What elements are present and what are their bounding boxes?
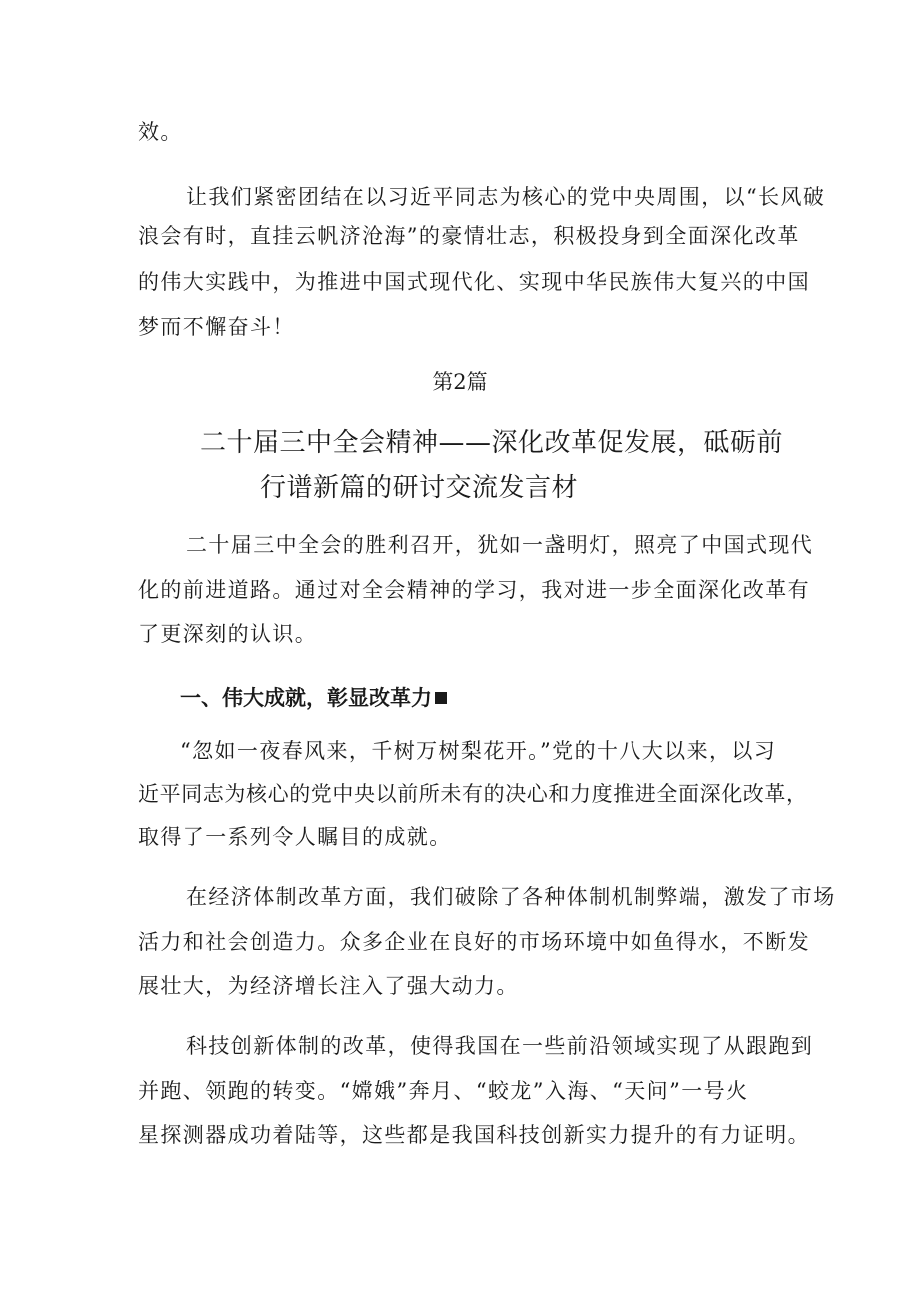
closing-paragraph-line: 浪会有时，直挂云帆济沧海”的豪情壮志，积极投身到全面深化改革 (138, 224, 800, 248)
paragraph-line: 二十届三中全会的胜利召开，犹如一盏明灯，照亮了中国式现代 (186, 533, 814, 557)
section-heading (180, 684, 447, 712)
paragraph-line: 科技创新体制的改革，使得我国在一些前沿领域实现了从跟跑到 (186, 1034, 814, 1058)
paragraph-line: 在经济体制改革方面，我们破除了各种体制机制弊端，激发了市场 (186, 885, 836, 909)
article-label: 第2篇 (432, 370, 488, 394)
article-title-line: 二十届三中全会精神——深化改革促发展，砥砺前 (200, 428, 784, 458)
paragraph-line: “忽如一夜春风来，千树万树梨花开。”党的十八大以来，以习 (180, 739, 777, 763)
closing-paragraph-line: 梦而不懈奋斗！ (138, 315, 295, 339)
square-bullet-icon (435, 692, 447, 704)
paragraph-line: 了更深刻的认识。 (138, 622, 318, 646)
closing-paragraph-line: 的伟大实践中，为推进中国式现代化、实现中华民族伟大复兴的中国 (138, 270, 810, 294)
paragraph-line: 近平同志为核心的党中央以前所未有的决心和力度推进全面深化改革， (138, 782, 808, 806)
paragraph-line: 并跑、领跑的转变。“嫦娥”奔月、“蛟龙”入海、“天问”一号火 (138, 1079, 749, 1103)
intro-tail-line: 效。 (138, 120, 183, 144)
article-title-line: 行谱新篇的研讨交流发言材 (260, 473, 579, 503)
paragraph-line: 化的前进道路。通过对全会精神的学习，我对进一步全面深化改革有 (138, 578, 810, 602)
paragraph-line: 星探测器成功着陆等，这些都是我国科技创新实力提升的有力证明。 (138, 1123, 810, 1147)
paragraph-line: 活力和社会创造力。众多企业在良好的市场环境中如鱼得水，不断发 (138, 930, 810, 954)
closing-paragraph-line: 让我们紧密团结在以习近平同志为核心的党中央周围，以“长风破 (186, 185, 826, 209)
section-heading-text: 一、伟大成就，彰显改革力 (180, 686, 432, 710)
paragraph-line: 取得了一系列令人瞩目的成就。 (138, 825, 452, 849)
paragraph-line: 展壮大，为经济增长注入了强大动力。 (138, 974, 519, 998)
